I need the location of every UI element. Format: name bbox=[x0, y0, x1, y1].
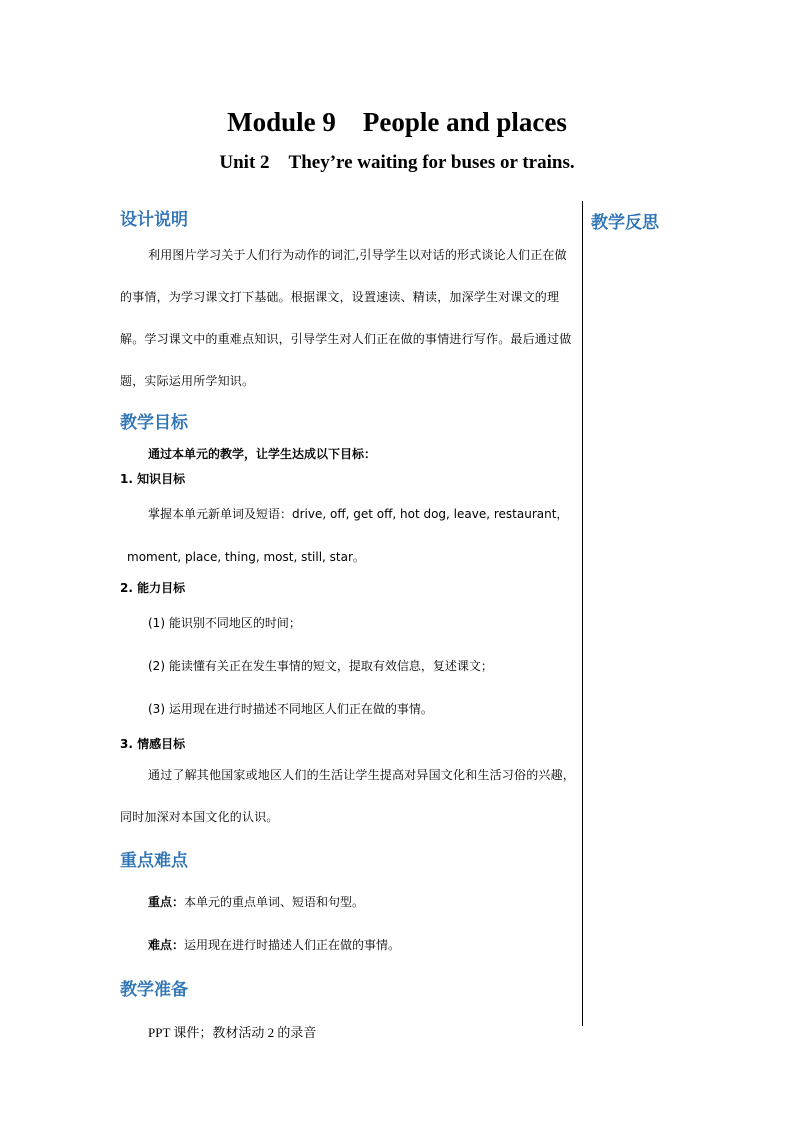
preparation-text: PPT 课件；教材活动 2 的录音 bbox=[148, 1025, 317, 1040]
key-points-heading: 重点难点 bbox=[120, 851, 188, 871]
ability-label: 2. 能力目标 bbox=[120, 581, 186, 595]
difficult-point bbox=[120, 936, 578, 953]
main-column bbox=[120, 205, 578, 1041]
ability-item: (1) 能识别不同地区的时间； bbox=[148, 616, 301, 630]
design-text: 利用图片学习关于人们行为动作的词汇,引导学生以对话的形式谈论人们正在做的事情，为学习课文打下基础。根据课文，设置速读、精读，加深学生对课文的理解。学习课文中的重难点知识，引导学生对人们正在做的事情进行写作。最后通过做题，实际运用所学知识。 bbox=[120, 248, 572, 388]
column-divider bbox=[582, 201, 583, 1026]
knowledge-label: 1. 知识目标 bbox=[120, 472, 186, 486]
knowledge-text-2: moment, place, thing, most, still, star。 bbox=[127, 550, 365, 564]
goals-intro: 通过本单元的教学，让学生达成以下目标： bbox=[148, 447, 377, 461]
key-label: 重点： bbox=[148, 895, 185, 909]
key-point bbox=[120, 893, 578, 910]
design-heading: 设计说明 bbox=[120, 210, 188, 230]
ability-item: (2) 能读懂有关正在发生事情的短文，提取有效信息，复述课文； bbox=[148, 659, 493, 673]
key-text: 本单元的重点单词、短语和句型。 bbox=[184, 895, 365, 909]
knowledge-text: 掌握本单元新单词及短语：drive, off, get off, hot dog, leave, restaurant， bbox=[148, 507, 569, 521]
preparation-heading: 教学准备 bbox=[120, 980, 188, 1000]
side-column bbox=[591, 208, 659, 233]
reflection-heading: 教学反思 bbox=[591, 213, 659, 233]
document-subtitle: Unit 2 They’re waiting for buses or trains. bbox=[219, 152, 575, 173]
difficult-label: 难点： bbox=[148, 938, 185, 952]
emotion-text: 通过了解其他国家或地区人们的生活让学生提高对异国文化和生活习俗的兴趣，同时加深对本国文化的认识。 bbox=[120, 768, 576, 824]
emotion-label: 3. 情感目标 bbox=[120, 737, 186, 751]
ability-item: (3) 运用现在进行时描述不同地区人们正在做的事情。 bbox=[148, 702, 433, 716]
goals-heading: 教学目标 bbox=[120, 413, 188, 433]
document-title: Module 9 People and places bbox=[227, 107, 567, 137]
difficult-text: 运用现在进行时描述人们正在做的事情。 bbox=[184, 938, 401, 952]
